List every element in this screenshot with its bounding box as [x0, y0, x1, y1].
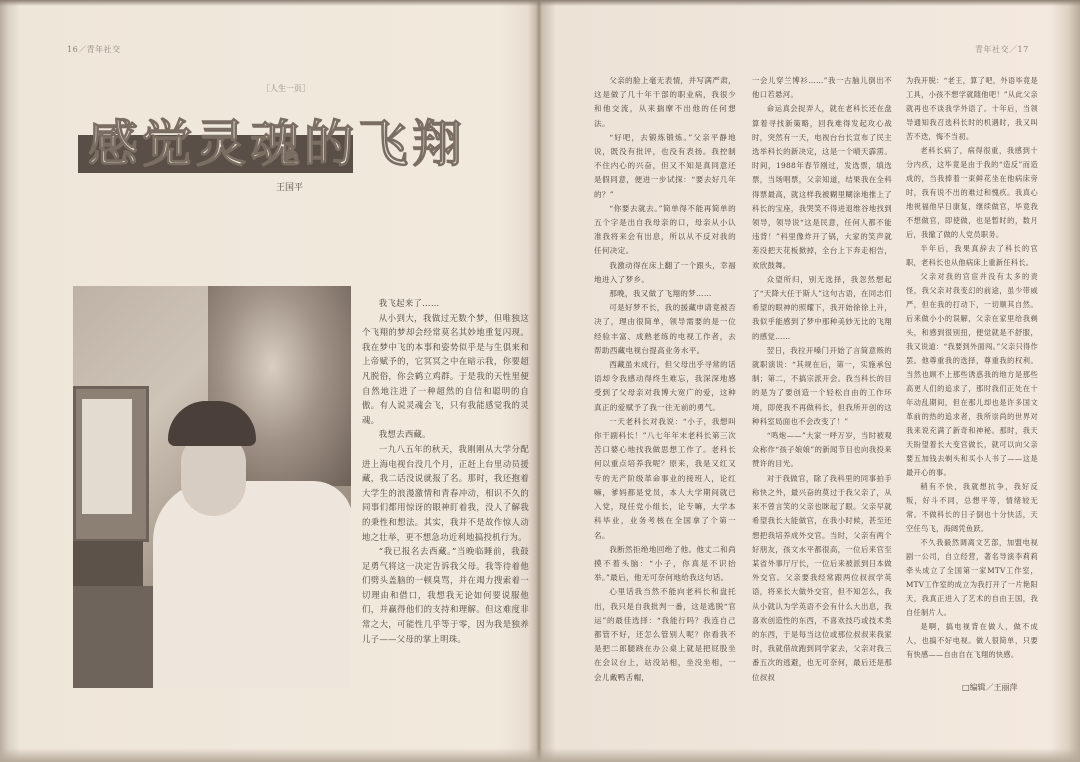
- article-photo: [73, 286, 351, 688]
- article-column-right-3: [906, 74, 1038, 662]
- paragraph: 不久我毅然调离文艺部，加盟电视剧一公司，自立经营，著名导演李莉莉牵头成立了全国第一家MTV工作室，MTV工作室的成立为我打开了一片艳阳天，我真正进入了艺术的自由王国，我自任制片人。: [906, 538, 1038, 617]
- bottom-edge-shadow: [0, 748, 1080, 762]
- paragraph: 一天老科长对我说：“小子，我想叫你干副科长！”八七年年末老科长第三次苦口婆心地找我做思想工作了。老科长何以重点培养我呢？原来，我是又红又专的无产阶级革命事业的接班人，论红嘛，爹妈都是党员，本人大学期间就已入党，现任党小组长，论专嘛，大学本科毕业，业务考核在全国拿了个第一名。: [594, 416, 736, 540]
- page-folio-left: 16／青年社交: [67, 45, 121, 54]
- paragraph: 西藏虽未成行，但父母出乎寻常的话语却令我感动得终生难忘，我深深地感受到了父母亲对我博大宽广的爱，这种真正的爱赋予了我一往无前的勇气。: [594, 360, 736, 412]
- author-byline: 王国平: [276, 183, 304, 193]
- column-tag: ［人生一页］: [262, 84, 310, 93]
- paragraph: 从小到大，我做过无数个梦，但唯独这个飞翔的梦却会经常莫名其妙地重复闪现。我在梦中飞的本事和姿势似乎是与生俱来和上帝赋予的，它冥冥之中在暗示我，你要超凡脱俗，你会鹤立鸡群。于是我的天性里便自然地注进了一种超然的自信和聪明的自傲。有人说灵魂会飞，只有我能感觉我的灵魂。: [362, 312, 529, 425]
- paragraph: 稍有不快，我就想抗争，我好反叛，好斗不同，总想平等，情绪较无常。不做科长的日子倒也十分快活，天空任鸟飞，海阔凭鱼跃。: [906, 482, 1038, 533]
- left-page: [0, 0, 538, 762]
- paragraph: 老科长病了，病得很重，我感到十分内疚，这毕竟是由于我的“造反”而造成的，当我捧着一束鲜花坐在他病床旁时，我有说不出的难过和愧疚。我真心地祝福他早日康复，继续做官，毕竟我不想做官，即使做，也是暂时的，数月后，我撤了做的人党员职务。: [906, 146, 1038, 239]
- paragraph: 一会儿穿兰博衫……”我一古脑儿倒出不他口若悬河。: [752, 76, 892, 100]
- photo-person-face: [181, 434, 246, 516]
- article-column-right-1: [594, 74, 736, 685]
- article-column-left: [362, 296, 529, 646]
- photo-vcr: [73, 541, 143, 586]
- page-folio-right: 青年社交／17: [975, 45, 1029, 54]
- paragraph: 半年后，我果真辞去了科长的官职，老科长也从他病床上重新任科长。: [906, 244, 1038, 267]
- paragraph: 心里话我当然不能向老科长和盘托出，我只是自我批判一番，这是逃脱“官运”的最佳选择：“我能行吗？我连自己都管不好，还怎么管别人呢？你看我不是把二郎腿跷在办公桌上就是把屁股坐在会议台上，站没站相，坐没坐相，一会儿戴鸭舌帽，: [594, 587, 736, 682]
- paragraph: 我想去西藏。: [378, 429, 431, 440]
- article-title: 感觉灵魂的飞翔: [88, 115, 466, 173]
- paragraph: 父亲的脸上毫无表情，并写满严肃，这是做了几十年干部的职业病，我很少和他交流，从来揣摩不出他的任何想法。: [594, 76, 736, 128]
- paragraph: 翌日，我拉开嗓门开始了言简意赅的就职演说：“其规在后，第一，实施承包制；第二，不搞宗派开会。我当科长的目的是为了要创造一个轻松自由的工作环境，即使我不再做科长，但我所开创的这种科室局面也不会改变了！”: [752, 345, 892, 426]
- photo-television: [73, 386, 149, 542]
- paragraph: 为我开脱：“老王，算了吧，外语毕竟是工具，小孩不想学就随他吧！”从此父亲就再也不谈我学外语了。十年后，当领导通知我召选科长时的机遇时，我又叫苦不迭，悔不当初。: [906, 76, 1038, 141]
- paragraph: “我已报名去西藏。”当晚临睡前，我鼓足勇气将这一决定告诉我父母。我等待着他们劈头盖脑的一顿臭骂，并在竭力搜索着一切理由和借口，我想我无论如何要说服他们，并赢得他们的支持和理解。但这难度非常之大，可能性几乎等于零，因为我是独养儿子——父母的掌上明珠。: [362, 546, 529, 644]
- paragraph: “好吧，去锻炼锻炼。”父亲平静地说，既没有批评，也没有表扬。我控制不住内心的兴奋，但又不知是真同意还是假同意，便进一步试探：“要去好几年的？”: [594, 132, 736, 199]
- paragraph: 那晚，我又做了飞翔的梦……: [609, 289, 712, 299]
- paragraph: 命运真会捉弄人，就在老科长还在盘算着寻找新策略，回我难得发起攻心战时，突然有一天，电视台台长宣布了民主选举科长的新决定，这是一个晴天霹雳。时间，1988年春节刚过，发选票，填选票，当场唱票，父亲知道，结果我在全科得票最高，就这样我被糊里糊涂地推上了科长的宝座，我哭笑不得进退维谷地找到领导，领导说“这是民意，任何人都不能违背！”科里像炸开了锅，大家的笑声就差没把天花板掀掉，全台上下奔走相告，欢欣鼓舞。: [752, 104, 892, 270]
- paragraph: 一九八五年的秋天，我刚刚从大学分配进上海电视台没几个月，正赶上台里动员援藏，我二话没说就报了名。那时，我还抱着大学生的浪漫激情和青春冲动，相识不久的同事们都用惊讶的眼神盯着我，没人了解我的秉性和想法。其实，我并不是故作惊人动地之壮举，更不想急功近利地搞投机行为。: [362, 443, 529, 542]
- paragraph: 父亲对我的官宦并没有太多的责怪，我父亲对我变幻的前途，虽少带威严，但在我的打动下，一切顺其自然。后来做小小的误解，父亲在家里给我剃头，和感到很别扭，便觉就是不舒服，我又说道：“我要到外面闯。”父亲只得作罢。他尊重我的选择，尊重我的权利。当然也顾不上那些诱惑我的地方是那些高更人们的追求了，那时我们正处在十年动乱期间，但在那儿却也是许多国文革前的热的追求者，我所崇尚的世界对我来说充满了新奇和神秘。那时，我天天盼望着长大变官做长，就可以向父亲要五加钱去剃头和买小人书了——这是最开心的事。: [906, 272, 1038, 477]
- photo-person-shirt: [153, 481, 351, 688]
- paragraph: “鸣炮——”大家一呼万岁，当时被观众称作“孩子娘娘”的新闻节目也向我投来赞许的目光。: [752, 431, 892, 469]
- paragraph: 众望所归，别无选择，我忽然想起了“天降大任于斯人”这句古语，在同志们希望的眼神的照耀下，我开始徐徐上升，我似乎能感到了梦中那种美妙无比的飞翔的感觉……: [752, 274, 892, 341]
- editor-credit: □编辑／王丽萍: [962, 683, 1018, 692]
- paragraph: 我断然拒绝地回绝了他。他丈二和尚摸不着头脑：“小子，你真是不识抬举。”最后，他无可奈何地给我这句话。: [594, 544, 736, 583]
- paragraph: 是啊，搞电视背在做人，做不成人，也搞不好电视。做人很简单，只要有快感——自由自在飞翔的快感。: [906, 622, 1038, 659]
- paragraph: 我飞起来了……: [378, 298, 440, 308]
- article-column-right-2: [752, 74, 892, 685]
- paragraph: 可是好梦不长，我的援藏申请竟被否决了，理由很简单，领导需要的是一位经验丰富、成熟老练的电视工作者，去帮助西藏电视台提高业务水平。: [594, 303, 736, 355]
- paragraph: “你要去就去。”简单得不能再简单的五个字是出自我母亲的口，母亲从小认准我将来会有出息，所以从不反对我的任何决定。: [594, 203, 736, 256]
- paragraph: 我激动得在床上翻了一个跟头，幸福地进入了梦乡。: [594, 260, 736, 284]
- paragraph: 对于我做官，除了我科里的同事拍手称快之外，最兴奋的莫过于我父亲了，从来不曾言笑的父亲也眯起了眼。父亲早就希望我长大能做官，在我小时候，甚至还想把我培养成外交官。当时，父亲有两个好朋友，孩文水平都很高，一位后来官至某省外事厅厅长，一位后来被派到日本做外交官。父亲要我经常跟两位叔叔学英语，将来长大做外交官，但不知怎么，我从小就认为学英语不会有什么大出息，我喜欢创造性的东西，不喜欢技巧或技术类的东西，于是每当这位或那位叔叔来我家时，我就借故跑到同学家去，父亲对我三番五次的逃避，也无可奈何，最后还是那位叔叔: [752, 473, 892, 682]
